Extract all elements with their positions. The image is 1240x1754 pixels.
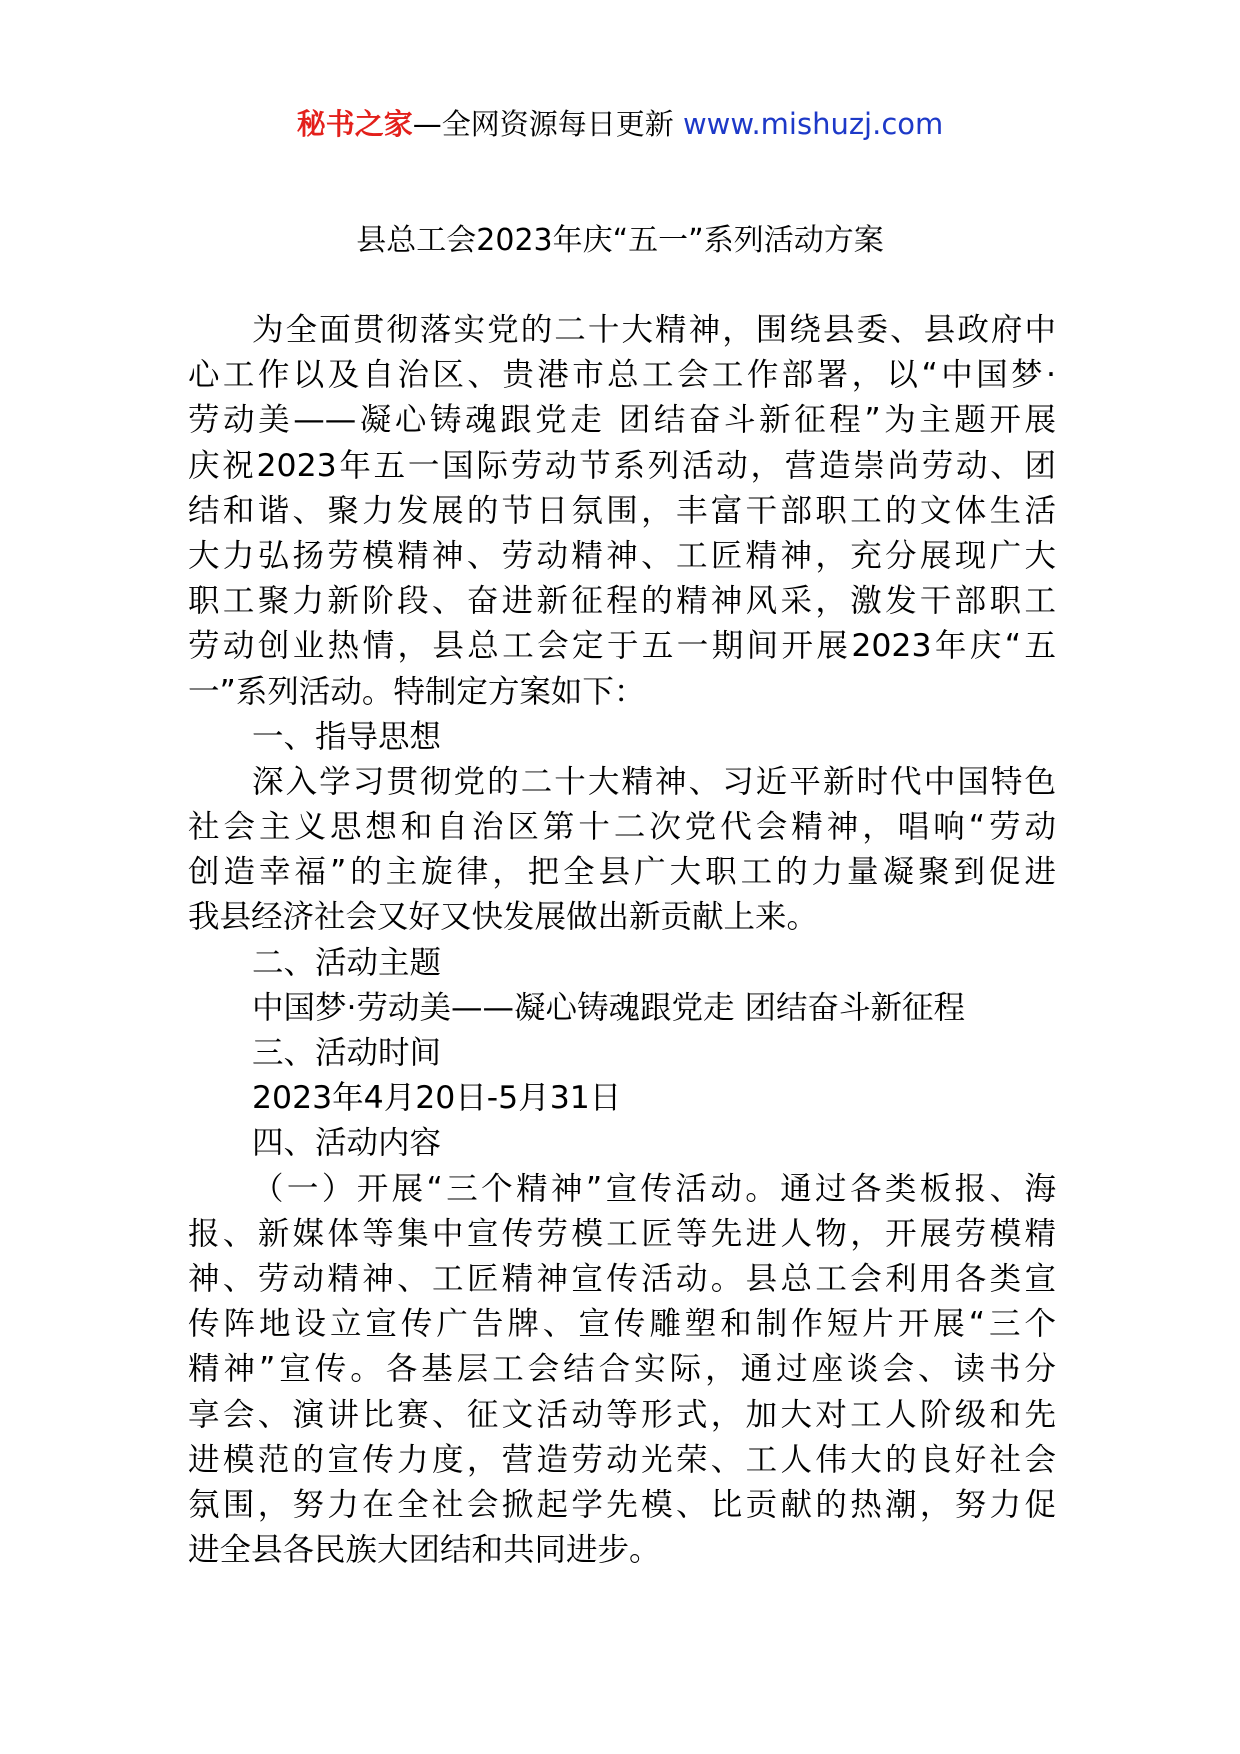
paragraph-line: 传阵地设立宣传广告牌、宣传雕塑和制作短片开展“三个 [188, 1306, 1056, 1343]
paragraph-line: 神、劳动精神、工匠精神宣传活动。县总工会利用各类宣 [188, 1260, 1056, 1297]
paragraph-line: 结和谐、聚力发展的节日氛围，丰富干部职工的文体生活 [188, 492, 1056, 529]
paragraph-line: 庆祝2023年五一国际劳动节系列活动，营造崇尚劳动、团 [188, 447, 1056, 484]
paragraph-line: 一”系列活动。特制定方案如下： [188, 673, 646, 710]
site-slogan: —全网资源每日更新 [412, 107, 683, 141]
paragraph-line: 精神”宣传。各基层工会结合实际，通过座谈会、读书分 [188, 1351, 1056, 1388]
paragraph-line: 进模范的宣传力度，营造劳动光荣、工人伟大的良好社会 [188, 1441, 1056, 1478]
section-heading: 四、活动内容 [252, 1125, 442, 1162]
paragraph-line: 创造幸福”的主旋律，把全县广大职工的力量凝聚到促进 [188, 854, 1056, 891]
paragraph-line: 报、新媒体等集中宣传劳模工匠等先进人物，开展劳模精 [188, 1215, 1056, 1252]
activity-dates: 2023年4月20日-5月31日 [252, 1080, 622, 1117]
document-body [188, 308, 1056, 1573]
section-heading: 三、活动时间 [252, 1035, 442, 1071]
paragraph-line: 氛围，努力在全社会掀起学先模、比贡献的热潮，努力促 [188, 1486, 1056, 1523]
paragraph-line: 社会主义思想和自治区第十二次党代会精神，唱响“劳动 [188, 809, 1056, 846]
site-url-link[interactable]: www.mishuzj.com [682, 107, 944, 141]
paragraph-line: 深入学习贯彻党的二十大精神、习近平新时代中国特色 [252, 763, 1056, 800]
site-banner [0, 104, 1240, 144]
section-heading: 一、指导思想 [252, 718, 442, 755]
paragraph-line: 职工聚力新阶段、奋进新征程的精神风采，激发干部职工 [188, 583, 1056, 620]
paragraph-line: （一）开展“三个精神”宣传活动。通过各类板报、海 [252, 1170, 1056, 1207]
activity-theme: 中国梦·劳动美——凝心铸魂跟党走 团结奋斗新征程 [252, 989, 966, 1026]
paragraph-line: 为全面贯彻落实党的二十大精神，围绕县委、县政府中 [252, 312, 1056, 348]
document-title: 县总工会2023年庆“五一”系列活动方案 [356, 223, 884, 258]
paragraph-line: 进全县各民族大团结和共同进步。 [188, 1532, 661, 1569]
section-heading: 二、活动主题 [252, 944, 442, 981]
paragraph-line: 心工作以及自治区、贵港市总工会工作部署，以“中国梦· [188, 357, 1056, 394]
paragraph-line: 大力弘扬劳模精神、劳动精神、工匠精神，充分展现广大 [188, 537, 1056, 574]
paragraph-line: 享会、演讲比赛、征文活动等形式，加大对工人阶级和先 [188, 1396, 1056, 1433]
paragraph-line: 劳动创业热情，县总工会定于五一期间开展2023年庆“五 [188, 628, 1056, 665]
paragraph-line: 我县经济社会又好又快发展做出新贡献上来。 [188, 899, 819, 936]
site-brand: 秘书之家 [296, 107, 413, 141]
paragraph-line: 劳动美——凝心铸魂跟党走 团结奋斗新征程”为主题开展 [188, 402, 1056, 439]
